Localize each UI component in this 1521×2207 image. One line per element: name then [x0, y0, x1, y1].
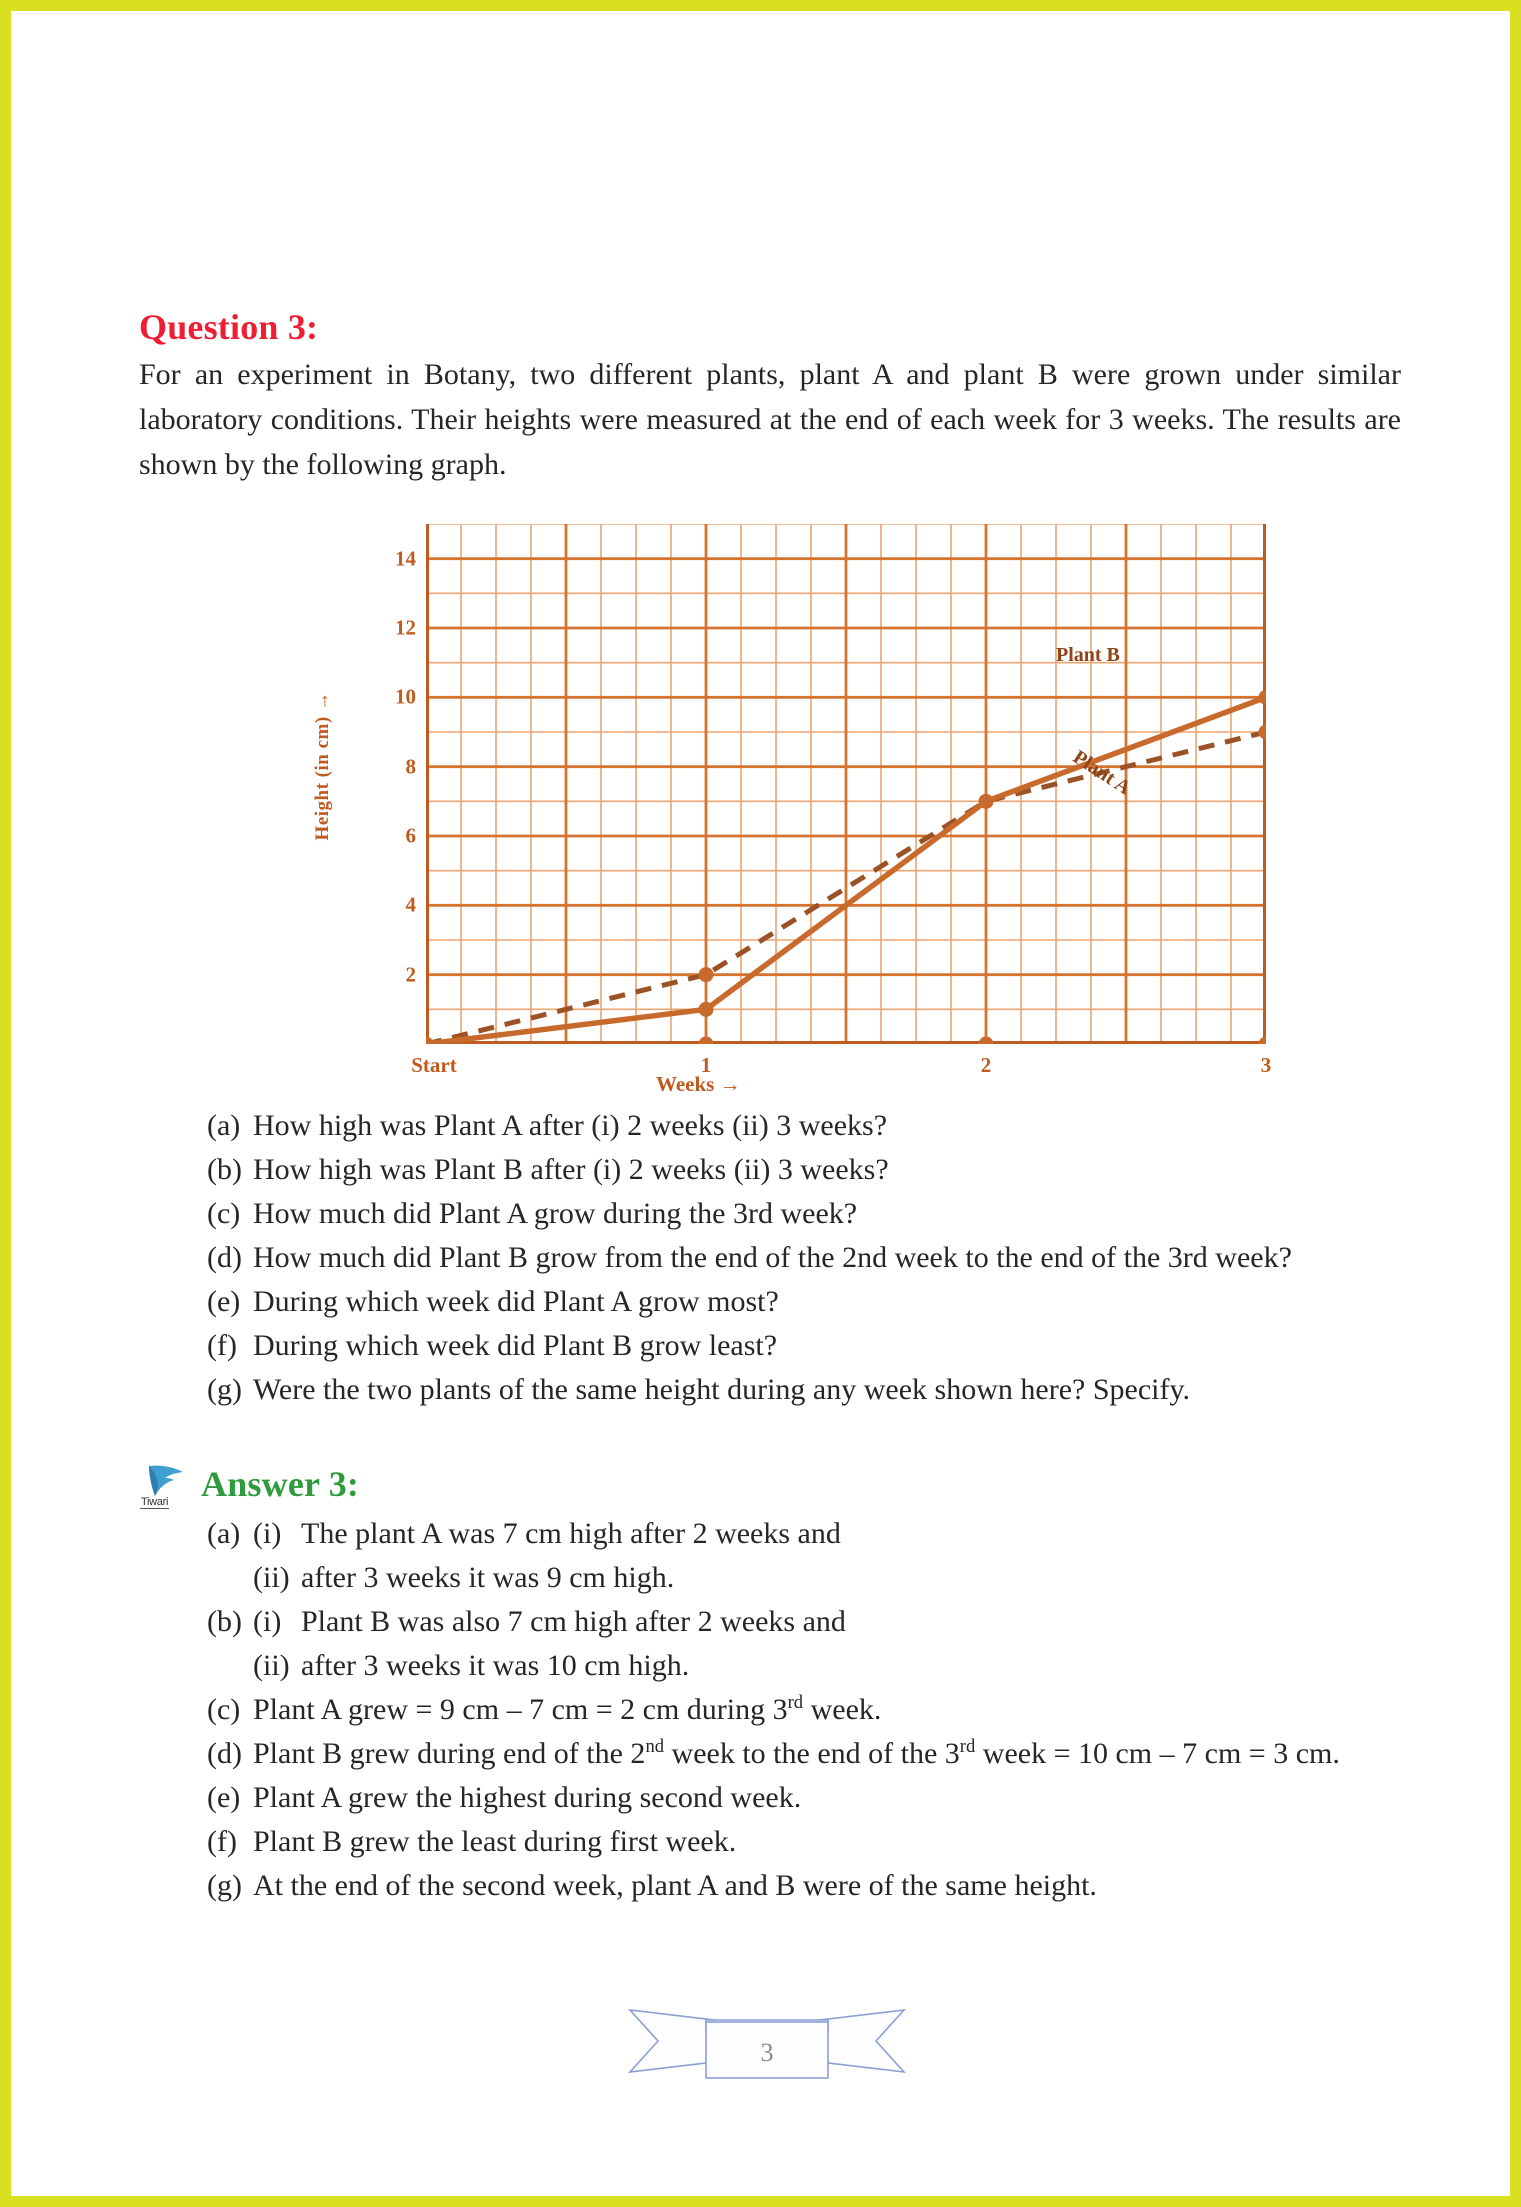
answer-item-a-i-text: The plant A was 7 cm high after 2 weeks and: [301, 1517, 841, 1550]
question-item-b: [207, 1148, 1402, 1192]
answer-heading: Answer 3:: [201, 1464, 360, 1504]
y-tick-6: 6: [405, 823, 416, 848]
y-tick-10: 10: [395, 684, 416, 709]
question-item-b-mark: (b): [207, 1153, 242, 1186]
question-item-f-mark: (f): [207, 1329, 237, 1362]
tiwari-wordmark: Tiwari: [141, 1496, 169, 1508]
x-tick-1: 1: [700, 1053, 712, 1077]
answer-item-a-ii-sub: (ii): [253, 1561, 290, 1594]
question-item-e-text: During which week did Plant A grow most?: [253, 1285, 779, 1318]
page-number: 3: [760, 2038, 774, 2067]
answer-item-e-mark: (e): [207, 1781, 241, 1814]
answer-item-e: [207, 1776, 1402, 1820]
answer-item-f: [207, 1820, 1402, 1864]
x-tick-3: 3: [1260, 1053, 1272, 1077]
growth-graph-figure: [312, 516, 1272, 1101]
answer-item-c-pre: Plant A grew = 9 cm – 7 cm = 2 cm during 3: [253, 1693, 788, 1726]
question-item-a: [207, 1104, 1402, 1148]
question-item-g-mark: (g): [207, 1373, 242, 1406]
question-item-d: [207, 1236, 1402, 1280]
answer-item-b-ii-text: after 3 weeks it was 10 cm high.: [301, 1649, 690, 1682]
x-tick-2: 2: [980, 1053, 992, 1077]
question-item-c-mark: (c): [207, 1197, 241, 1230]
answer-item-a-i-sub: (i): [253, 1517, 282, 1550]
answer-item-d-sup2: rd: [959, 1736, 976, 1757]
question-item-f-text: During which week did Plant B grow least?: [253, 1329, 778, 1362]
answer-item-a-i: [207, 1512, 1402, 1556]
answer-item-b-mark: (b): [207, 1605, 242, 1638]
answer-item-d-p3: week = 10 cm – 7 cm = 3 cm.: [975, 1737, 1340, 1770]
answer-item-c-post: week.: [803, 1693, 882, 1726]
page-content: [11, 11, 1510, 2196]
answer-item-d-p1: Plant B grew during end of the 2: [253, 1737, 646, 1770]
answer-item-d-p2: week to the end of the 3: [664, 1737, 960, 1770]
answer-item-b-i-sub: (i): [253, 1605, 282, 1638]
answer-item-c-mark: (c): [207, 1693, 241, 1726]
y-tick-14: 14: [395, 546, 416, 571]
answer-item-a-ii: [207, 1556, 1402, 1600]
y-tick-8: 8: [405, 754, 416, 779]
answer-item-g-mark: (g): [207, 1869, 242, 1902]
answer-item-d-sup1: nd: [645, 1736, 665, 1757]
answer-item-b-i-text: Plant B was also 7 cm high after 2 weeks and: [301, 1605, 846, 1638]
question-item-a-mark: (a): [207, 1109, 241, 1142]
question-item-g: [207, 1368, 1402, 1412]
page-footer-ribbon: [622, 1986, 912, 2106]
answer-item-b-i: [207, 1600, 1402, 1644]
answer-heading-row: [139, 1460, 359, 1508]
answer-item-f-mark: (f): [207, 1825, 237, 1858]
answer-item-d: [207, 1732, 1402, 1776]
question-subparts-list: [207, 1104, 1402, 1412]
x-tick-start: Start: [411, 1053, 457, 1077]
answer-item-b-ii-sub: (ii): [253, 1649, 290, 1682]
answer-item-f-text: Plant B grew the least during first week.: [253, 1825, 737, 1858]
question-item-a-text: How high was Plant A after (i) 2 weeks (ii) 3 weeks?: [253, 1109, 888, 1142]
question-item-c: [207, 1192, 1402, 1236]
tiwari-bird-logo-icon: [139, 1460, 193, 1508]
answer-item-a-ii-text: after 3 weeks it was 9 cm high.: [301, 1561, 675, 1594]
major-vertical-gridlines: [566, 524, 1126, 1044]
answer-item-e-text: Plant A grew the highest during second week.: [253, 1781, 802, 1814]
answer-item-d-text: [253, 1732, 1402, 1776]
y-tick-4: 4: [405, 892, 416, 917]
chart-svg: [426, 524, 1266, 1044]
question-item-e: [207, 1280, 1402, 1324]
answer-item-c: [207, 1688, 1402, 1732]
question-item-d-text: How much did Plant B grow from the end of the 2nd week to the end of the 3rd week?: [253, 1241, 1292, 1274]
question-item-b-text: How high was Plant B after (i) 2 weeks (ii) 3 weeks?: [253, 1153, 889, 1186]
question-item-e-mark: (e): [207, 1285, 241, 1318]
answer-item-g: [207, 1864, 1402, 1908]
question-item-c-text: How much did Plant A grow during the 3rd week?: [253, 1197, 858, 1230]
answer-item-b-ii: [207, 1644, 1402, 1688]
question-body: For an experiment in Botany, two different plants, plant A and plant B were grown under similar laboratory conditions. Their heights were measured at the end of each week for 3 weeks. The results are shown by the following graph.: [139, 358, 1401, 481]
answer-item-a-mark: (a): [207, 1517, 241, 1550]
plot-area: [395, 524, 1272, 1077]
answer-list: [207, 1512, 1402, 1908]
question-item-f: [207, 1324, 1402, 1368]
answer-item-c-text: [253, 1688, 1402, 1732]
question-item-g-text: Were the two plants of the same height during any week shown here? Specify.: [253, 1373, 1191, 1406]
series-label-plant-a: Plant A: [1069, 746, 1135, 800]
answer-item-g-text: At the end of the second week, plant A and B were of the same height.: [253, 1869, 1097, 1902]
series-label-plant-b: Plant B: [1056, 644, 1120, 666]
y-axis-label: Height (in cm) →: [312, 691, 333, 841]
y-tick-12: 12: [395, 615, 416, 640]
y-tick-2: 2: [405, 962, 416, 987]
answer-item-d-mark: (d): [207, 1737, 242, 1770]
answer-item-c-sup: rd: [787, 1692, 804, 1713]
question-item-d-mark: (d): [207, 1241, 242, 1274]
x-axis-label: Weeks →: [656, 1072, 741, 1096]
question-heading: Question 3:: [139, 307, 319, 347]
